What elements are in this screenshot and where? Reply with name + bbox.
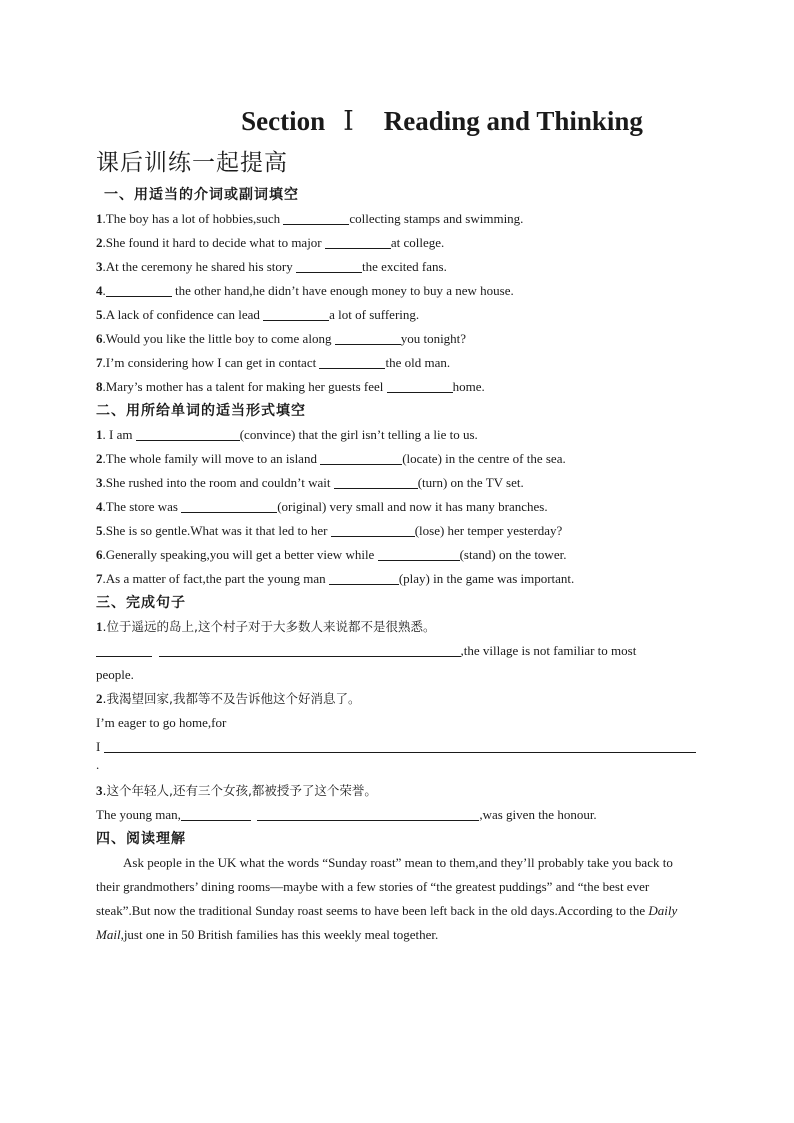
answer-blank[interactable] <box>331 522 415 537</box>
answer-line: I <box>96 735 698 759</box>
answer-blank[interactable] <box>136 426 240 441</box>
list-item: 3.She rushed into the room and couldn’t wait (turn) on the TV set. <box>96 475 524 490</box>
worksheet-page <box>96 100 698 947</box>
answer-line: The young man, ,was given the honour. <box>96 807 597 822</box>
answer-line: people. <box>96 667 134 682</box>
page-subtitle: 课后训练一起提高 <box>96 150 288 176</box>
list-item: 3.At the ceremony he shared his story the excited fans. <box>96 259 447 274</box>
answer-blank[interactable] <box>335 330 401 345</box>
list-item: 7.As a matter of fact,the part the young man (play) in the game was important. <box>96 571 575 586</box>
section2-heading: 二、用所给单词的适当形式填空 <box>96 403 306 419</box>
answer-blank[interactable] <box>159 642 461 657</box>
list-item: 3.这个年轻人,还有三个女孩,都被授予了这个荣誉。 <box>96 783 377 798</box>
section1-heading: 一、用适当的介词或副词填空 <box>104 187 299 203</box>
answer-blank[interactable] <box>329 570 399 585</box>
list-item: 4.The store was (original) very small and now it has many branches. <box>96 499 548 514</box>
list-item: 8.Mary’s mother has a talent for making her guests feel home. <box>96 379 485 394</box>
title-left: Section <box>241 106 326 136</box>
list-item: 2.我渴望回家,我都等不及告诉他这个好消息了。 <box>96 691 361 706</box>
list-item: 5.A lack of confidence can lead a lot of suffering. <box>96 307 420 322</box>
answer-line: ,the village is not familiar to most <box>96 639 698 663</box>
answer-blank[interactable] <box>106 282 172 297</box>
page-title <box>96 100 698 142</box>
title-roman-numeral: Ⅰ <box>343 106 354 136</box>
answer-blank[interactable] <box>283 210 349 225</box>
answer-blank[interactable] <box>320 450 402 465</box>
answer-blank[interactable] <box>181 806 251 821</box>
list-item: 5.She is so gentle.What was it that led to her (lose) her temper yesterday? <box>96 523 563 538</box>
answer-blank[interactable] <box>387 378 453 393</box>
list-item: 2.She found it hard to decide what to major at college. <box>96 235 445 250</box>
list-item: 1.位于遥远的岛上,这个村子对于大多数人来说都不是很熟悉。 <box>96 619 436 634</box>
answer-blank[interactable] <box>296 258 362 273</box>
answer-blank[interactable] <box>104 738 696 753</box>
list-item: 1. I am (convince) that the girl isn’t telling a lie to us. <box>96 427 478 442</box>
list-item: 7.I’m considering how I can get in contact the old man. <box>96 355 451 370</box>
list-item: 6.Would you like the little boy to come along you tonight? <box>96 331 467 346</box>
list-item: 6.Generally speaking,you will get a better view while (stand) on the tower. <box>96 547 567 562</box>
section3-heading: 三、完成句子 <box>96 595 186 611</box>
answer-line: I’m eager to go home,for <box>96 715 227 730</box>
newspaper-name: Daily Mail <box>96 903 678 942</box>
answer-blank[interactable] <box>257 806 479 821</box>
answer-blank[interactable] <box>325 234 391 249</box>
answer-line: . <box>96 757 100 772</box>
answer-blank[interactable] <box>378 546 460 561</box>
answer-blank[interactable] <box>181 498 277 513</box>
answer-blank[interactable] <box>319 354 385 369</box>
answer-blank[interactable] <box>263 306 329 321</box>
list-item: 4. the other hand,he didn’t have enough money to buy a new house. <box>96 283 514 298</box>
answer-blank[interactable] <box>334 474 418 489</box>
section4-heading: 四、阅读理解 <box>96 831 186 847</box>
list-item: 1.The boy has a lot of hobbies,such collecting stamps and swimming. <box>96 211 524 226</box>
title-right: Reading and Thinking <box>383 106 643 136</box>
answer-blank[interactable] <box>96 642 152 657</box>
list-item: 2.The whole family will move to an island (locate) in the centre of the sea. <box>96 451 566 466</box>
reading-passage: Ask people in the UK what the words “Sunday roast” mean to them,and they’ll probably take you back to their grandmothers’ dining rooms—maybe with a few stories of “the greatest puddings” and “the best ever steak”.But now the traditional Sunday roast seems to have been left back in the old days.According to the Daily Mail,just one in 50 British families has this weekly meal together. <box>96 855 678 942</box>
